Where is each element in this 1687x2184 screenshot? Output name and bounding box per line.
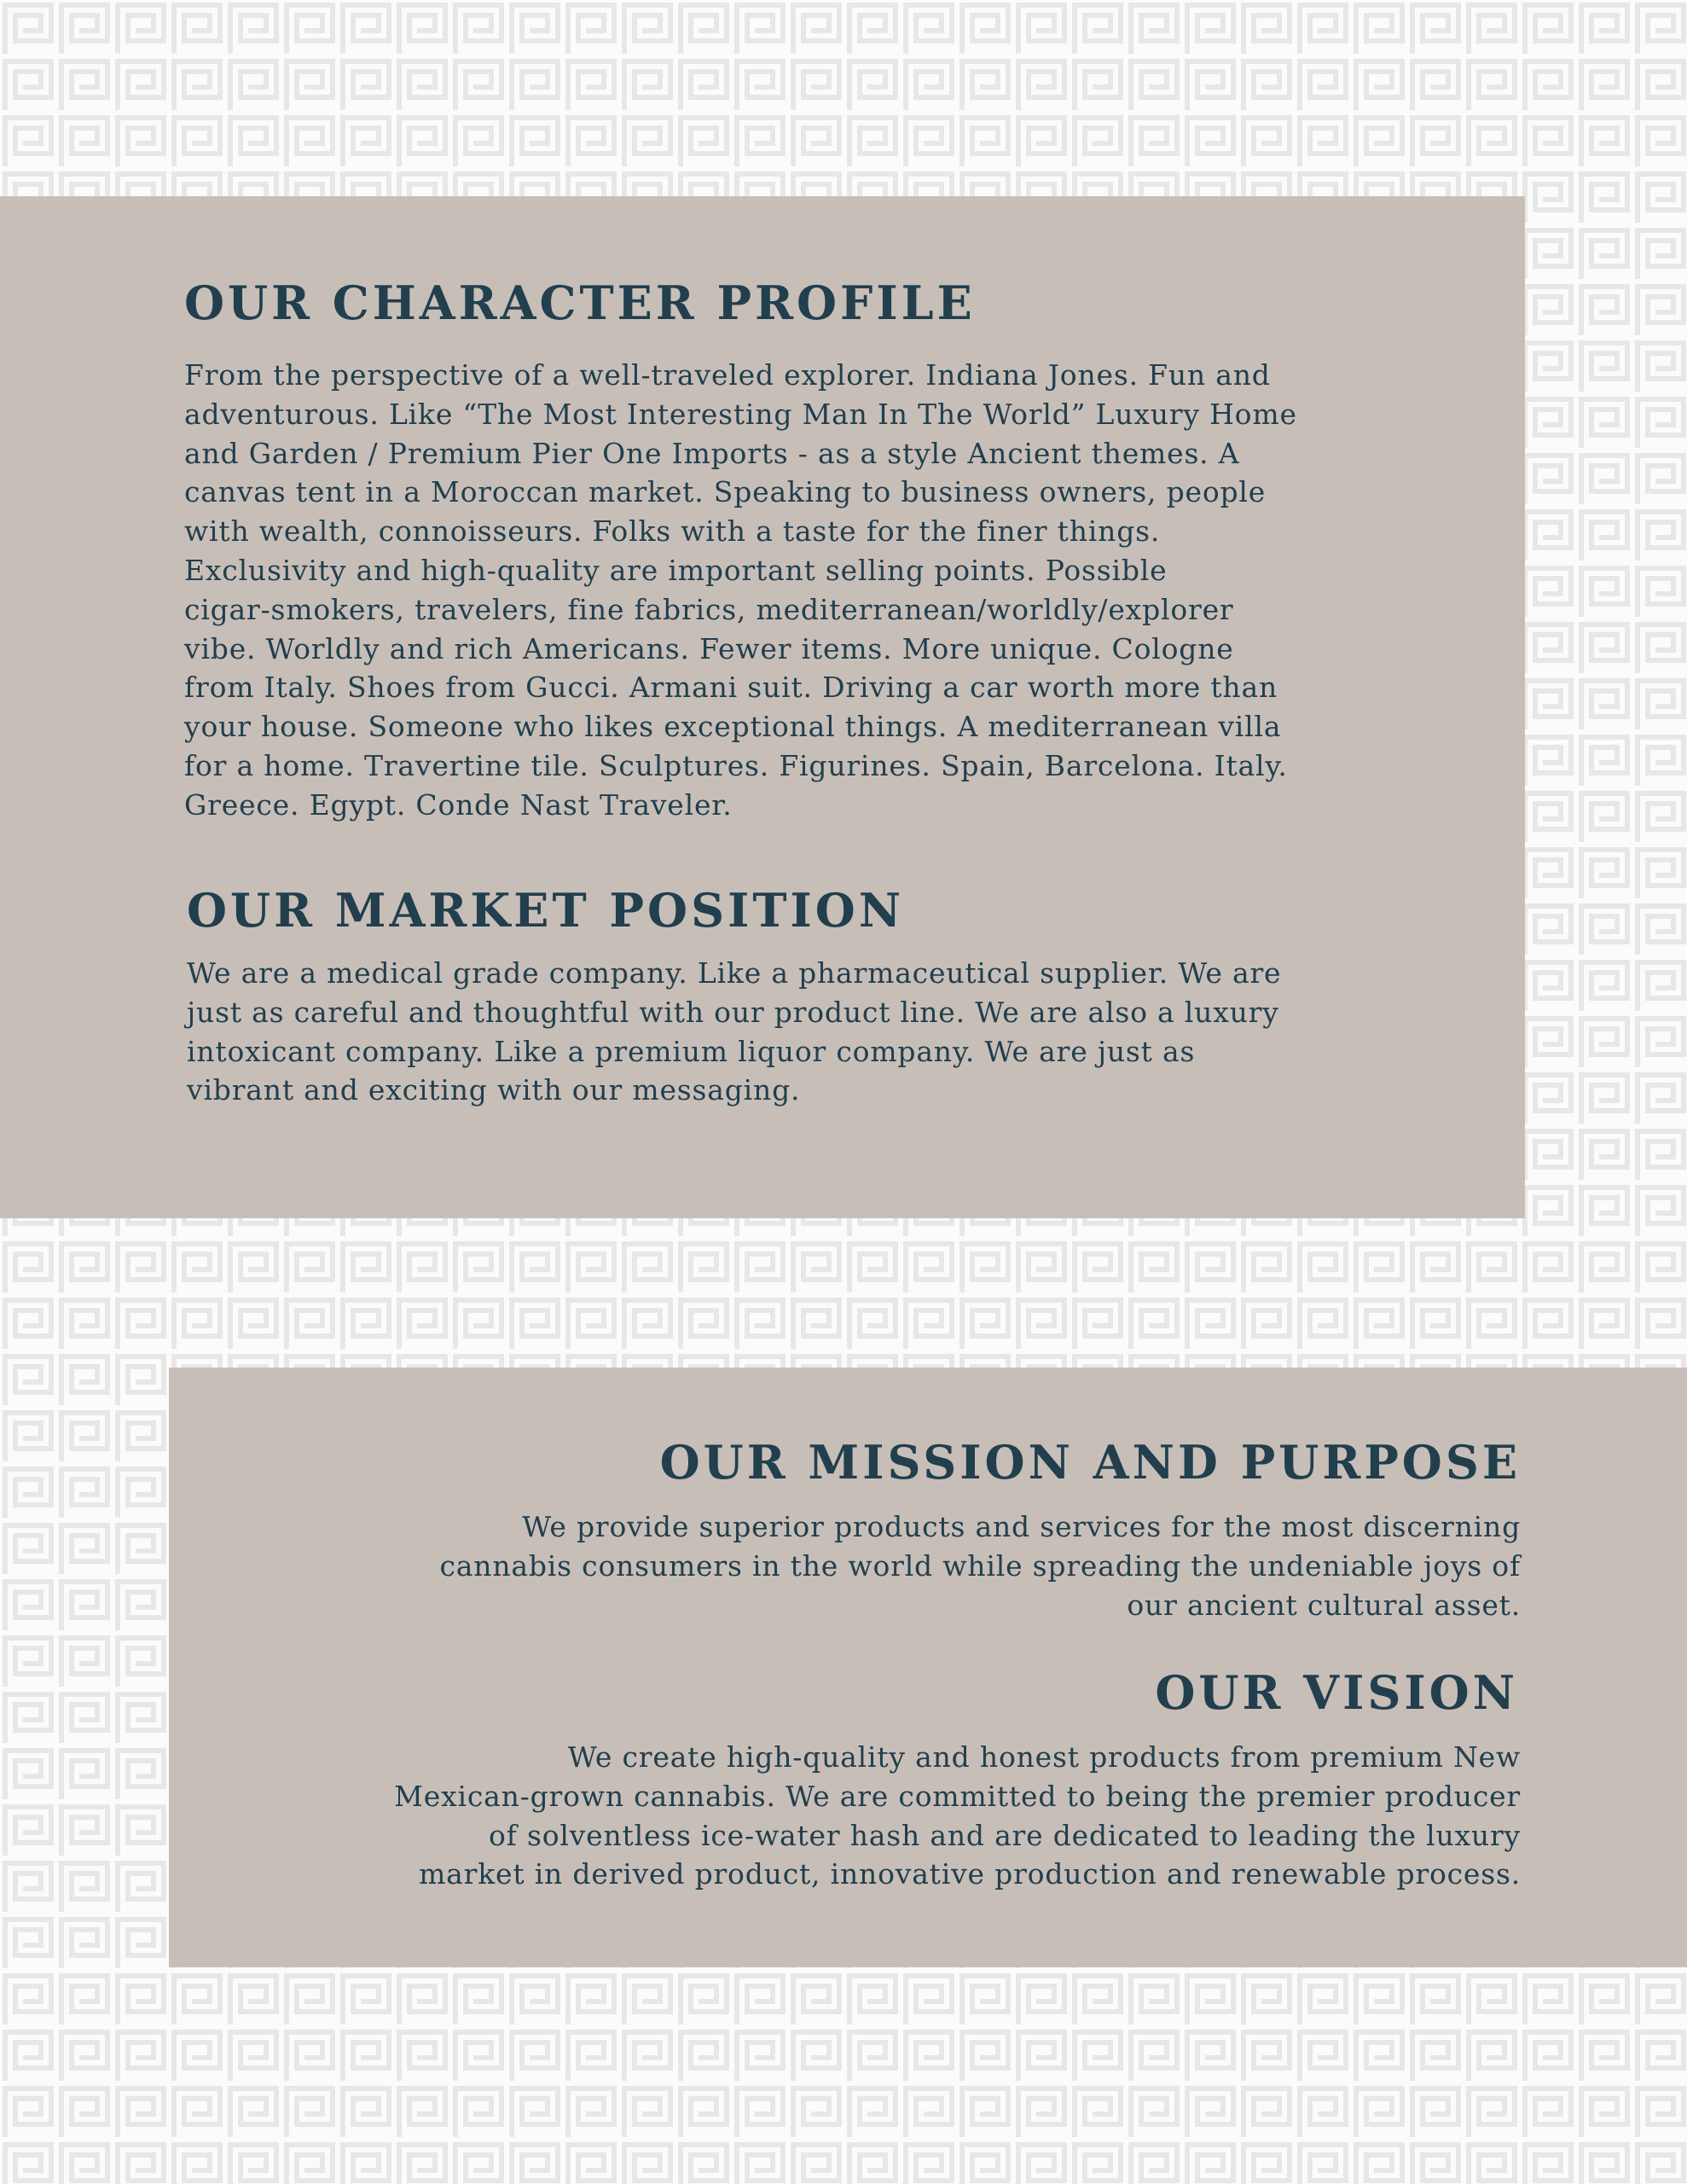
mission-purpose-heading: OUR MISSION AND PURPOSE <box>659 1435 1521 1490</box>
vision-text: We create high-quality and honest products from premium New Mexican-grown cannabis. We are committed to being the premier producer of solventless ice-water hash and are dedicated to leading the luxury market in derived product, innovative production and renewable process. <box>394 1740 1521 1891</box>
market-position-heading: OUR MARKET POSITION <box>187 883 905 938</box>
character-profile-heading: OUR CHARACTER PROFILE <box>184 276 976 330</box>
vision-heading: OUR VISION <box>1155 1665 1518 1720</box>
top-content-panel <box>0 196 1525 1218</box>
mission-purpose-text: We provide superior products and services for the most discerning cannabis consumers in the world while spreading the undeniable joys of our ancient cultural asset. <box>439 1510 1521 1622</box>
market-position-text: We are a medical grade company. Like a pharmaceutical supplier. We are just as careful and thoughtful with our product line. We are also a luxury intoxicant company. Like a premium liquor company. We are just as vibrant and exciting with our messaging. <box>187 956 1282 1107</box>
bottom-content-panel <box>169 1368 1687 1967</box>
character-profile-text: From the perspective of a well-traveled explorer. Indiana Jones. Fun and adventurous. Like “The Most Interesting Man In The World” Luxury Home and Garden / Premium Pier One Imports - as a style Ancient themes. A canvas tent in a Moroccan market. Speaking to business owners, people with wealth, connoisseurs. Folks with a taste for the finer things. Exclusivity and high-quality are important selling points. Possible cigar-smokers, travelers, fine fabrics, mediterranean/worldly/explorer vibe. Worldly and rich Americans. Fewer items. More unique. Cologne from Italy. Shoes from Gucci. Armani suit. Driving a car worth more than your house. Someone who likes exceptional things. A mediterranean villa for a home. Travertine tile. Sculptures. Figurines. Spain, Barcelona. Italy. Greece. Egypt. Conde Nast Traveler. <box>184 358 1297 822</box>
